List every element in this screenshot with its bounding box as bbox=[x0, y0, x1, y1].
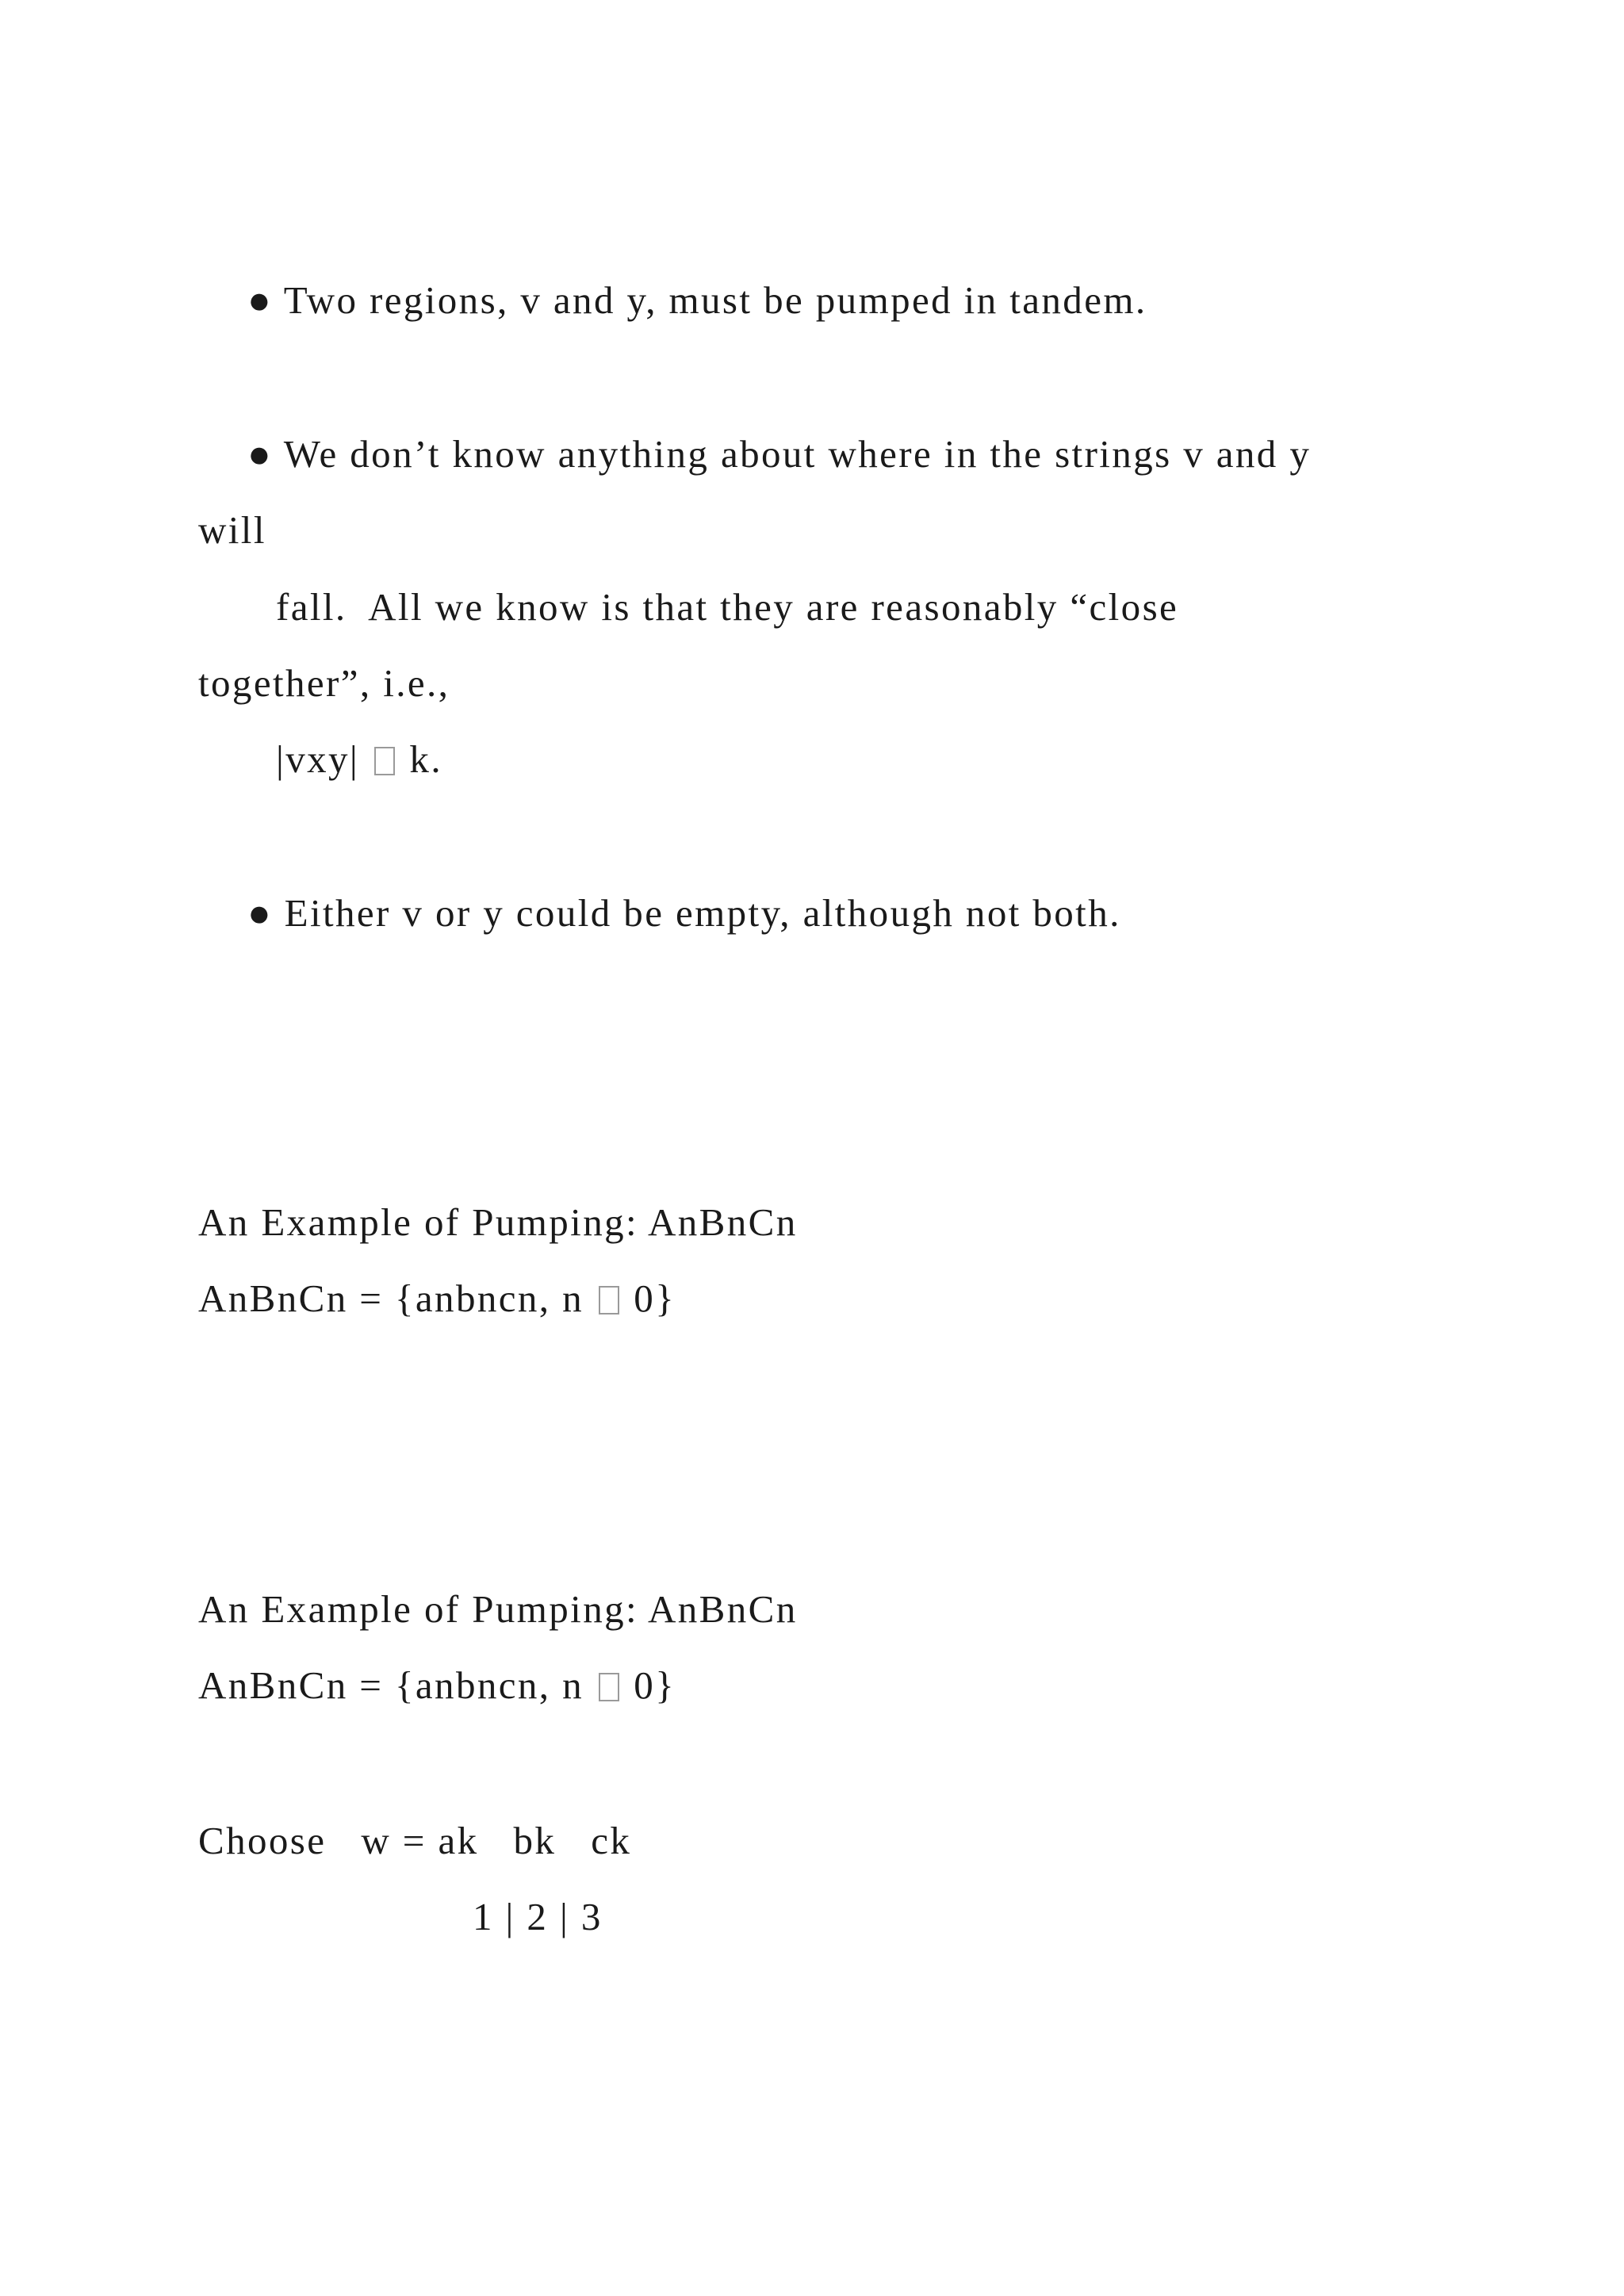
bullet-dont-know-where: ● We don’t know anything about where in the strings v and y bbox=[247, 432, 1312, 476]
vxy-constraint bbox=[276, 736, 442, 783]
text-line-fall: fall. All we know is that they are reasonably “close bbox=[276, 585, 1179, 629]
missing-glyph-icon bbox=[374, 747, 395, 775]
bullet-pumped-in-tandem: ● Two regions, v and y, must be pumped in tandem. bbox=[247, 278, 1147, 322]
def-before: AnBnCn = {anbncn, n bbox=[198, 1276, 596, 1320]
def-after: 0} bbox=[622, 1276, 676, 1320]
vxy-after: k. bbox=[397, 737, 442, 781]
region-numbers: 1 | 2 | 3 bbox=[473, 1895, 603, 1938]
text-line-will: will bbox=[198, 508, 266, 552]
bullet-either-empty: ● Either v or y could be empty, although not both. bbox=[247, 891, 1121, 935]
section1-definition bbox=[198, 1275, 676, 1322]
choose-w-line: Choose w = ak bk ck bbox=[198, 1819, 632, 1862]
def-after: 0} bbox=[622, 1663, 676, 1707]
section2-heading: An Example of Pumping: AnBnCn bbox=[198, 1587, 798, 1631]
def-before: AnBnCn = {anbncn, n bbox=[198, 1663, 596, 1707]
text-line-together: together”, i.e., bbox=[198, 661, 450, 705]
missing-glyph-icon bbox=[599, 1673, 619, 1701]
section1-heading: An Example of Pumping: AnBnCn bbox=[198, 1200, 798, 1244]
missing-glyph-icon bbox=[599, 1286, 619, 1314]
vxy-before: |vxy| bbox=[276, 737, 371, 781]
section2-definition bbox=[198, 1662, 676, 1709]
